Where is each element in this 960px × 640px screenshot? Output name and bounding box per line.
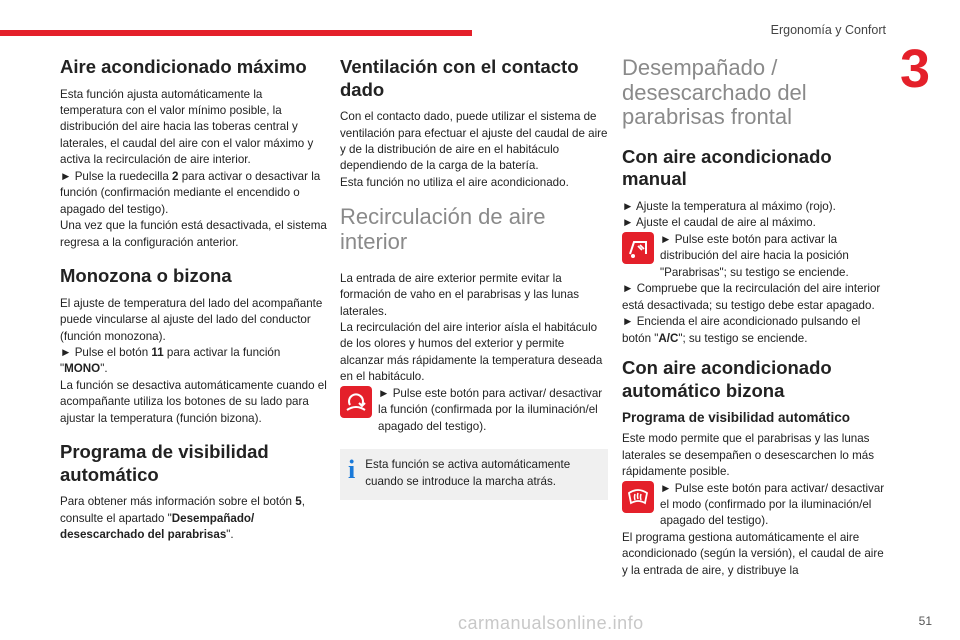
- paragraph: El programa gestiona automáticamente el aire acondicionado (según la versión), el caudal de aire y la entrada de aire, y distribuye la: [622, 530, 884, 577]
- info-note: [340, 449, 608, 500]
- paragraph: Esta función no utiliza el aire acondicionado.: [340, 175, 569, 189]
- info-text: Esta función se activa automáticamente cuando se introduce la marcha atrás.: [365, 458, 571, 488]
- column-2: [340, 56, 608, 500]
- paragraph: Este modo permite que el parabrisas y las lunas laterales se desempañen o desescarchen lo más rápidamente posible.: [622, 432, 874, 479]
- paragraph: La función se desactiva automáticamente cuando el acompañante utiliza los botones de su lado para ajustar la temperatura (función bizona).: [60, 378, 327, 425]
- heading-manual: Con aire acondicionado manual: [622, 145, 832, 190]
- paragraph: La recirculación del aire interior aísla el habitáculo de los olores y humos del exterior y permite alcanzar más rápidamente la temperatura deseada en el habitáculo.: [340, 321, 603, 384]
- paragraph: Esta función ajusta automáticamente la temperatura con el valor mínimo posible, la distribución del aire hacia las toberas central y laterales, el caudal del aire con el valor máximo y activa la recirculación de aire interior.: [60, 87, 314, 167]
- page-number: 51: [918, 614, 932, 628]
- heading-ventilacion: Ventilación con el contacto dado: [340, 56, 579, 100]
- column-3: [622, 56, 892, 579]
- paragraph: ► Ajuste el caudal de aire al máximo.: [622, 216, 816, 230]
- windscreen-distribution-icon: [622, 232, 654, 264]
- paragraph: ► Encienda el aire acondicionado pulsando el botón "A/C"; su testigo se enciende.: [622, 315, 861, 345]
- heading-recirculacion: Recirculación de aire interior: [340, 204, 546, 255]
- paragraph: ► Pulse este botón para activar la distribución del aire hacia la posición "Parabrisas"; su testigo se enciende.: [660, 232, 849, 279]
- section-title: Ergonomía y Confort: [770, 23, 886, 37]
- watermark: carmanualsonline.info: [458, 613, 644, 633]
- paragraph: ► Pulse la ruedecilla 2 para activar o desactivar la función (confirmación mediante el encendido o apagado del testigo).: [60, 169, 321, 216]
- paragraph: ► Ajuste la temperatura al máximo (rojo).: [622, 200, 836, 213]
- windscreen-demist-icon: [622, 481, 654, 513]
- heading-programa-visibilidad-auto: Programa de visibilidad automático: [622, 410, 851, 426]
- header-accent-bar: [0, 30, 472, 36]
- windscreen-instruction: [622, 232, 892, 281]
- demist-instruction: [622, 481, 892, 530]
- paragraph: ► Compruebe que la recirculación del aire interior está desactivada; su testigo debe estar apagado.: [622, 282, 881, 312]
- paragraph: Con el contacto dado, puede utilizar el sistema de ventilación para efectuar el ajuste del caudal de aire y de la distribución de aire en el habitáculo dependiendo de la carga de la batería.: [340, 110, 608, 173]
- paragraph: Para obtener más información sobre el botón 5, consulte el apartado "Desempañado/ desescarchado del parabrisas".: [60, 495, 305, 542]
- info-icon: i: [348, 455, 356, 485]
- column-1: [60, 56, 328, 544]
- recirculation-instruction: [340, 386, 608, 435]
- heading-automatico: Con aire acondicionado automático bizona: [622, 357, 832, 401]
- paragraph: ► Pulse este botón para activar/ desactivar la función (confirmada por la iluminación/el apagado del testigo).: [378, 386, 603, 433]
- heading-monozona: Monozona o bizona: [60, 265, 232, 287]
- recirculation-icon: [340, 386, 372, 418]
- paragraph: ► Pulse este botón para activar/ desactivar el modo (confirmado por la iluminación/el apagado del testigo).: [660, 481, 885, 528]
- chapter-number: 3: [900, 39, 931, 99]
- heading-programa-visibilidad: Programa de visibilidad automático: [60, 441, 269, 485]
- paragraph: El ajuste de temperatura del lado del acompañante puede vincularse al ajuste del lado del conductor (función monozona).: [60, 296, 323, 343]
- paragraph: Una vez que la función está desactivada, el sistema regresa a la configuración anterior.: [60, 219, 327, 249]
- paragraph: La entrada de aire exterior permite evitar la formación de vaho en el parabrisas y las lunas laterales.: [340, 271, 580, 318]
- paragraph: ► Pulse el botón 11 para activar la función "MONO".: [60, 346, 281, 376]
- heading-desempanado: Desempañado / desescarchado del parabrisas frontal: [622, 55, 807, 130]
- heading-aire-max: Aire acondicionado máximo: [60, 56, 307, 77]
